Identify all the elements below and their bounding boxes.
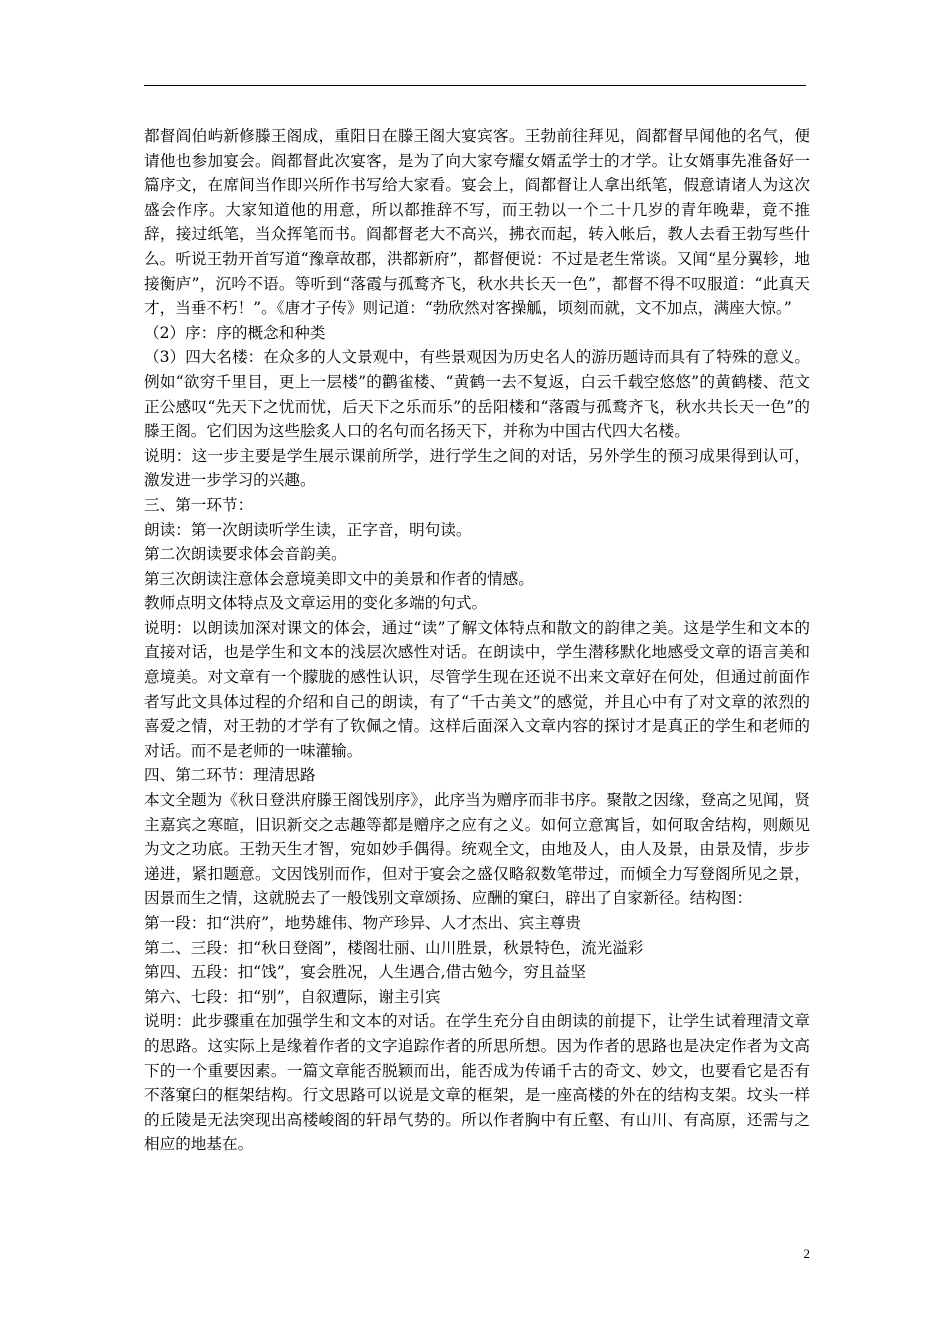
paragraph-full-title: 本文全题为《秋日登洪府滕王阁饯别序》，此序当为赠序而非书序。聚散之因缘，登高之见闻，贤主嘉宾之寒暄，旧识新交之志趣等都是赠序之应有之义。如何立意寓旨，如何取舍结构，则颇见为文之功底。王勃天生才智，宛如妙手偶得。统观全文，由地及人，由人及景，由景及情，步步递进，紧扣题意。文因饯别而作，但对于宴会之盛仅略叙数笔带过，而倾全力写登阁所见之景，因景而生之情，这就脱去了一般饯别文章颂扬、应酬的窠臼，辟出了自家新径。结构图： <box>144 791 810 908</box>
page-number: 2 <box>803 1246 810 1261</box>
paragraph-reading-2: 第二次朗读要求体会音韵美。 <box>144 545 347 564</box>
paragraph-reading-1: 朗读：第一次朗读听学生读，正字音，明句读。 <box>144 520 472 539</box>
paragraph-preface-concept: （2）序：序的概念和种类 <box>144 323 326 342</box>
paragraph-story: 都督阎伯屿新修滕王阁成，重阳日在滕王阁大宴宾客。王勃前往拜见，阎都督早闻他的名气，便请他也参加宴会。阎都督此次宴客，是为了向大家夸耀女婿孟学士的才学。让女婿事先准备好一篇序文，在席间当作即兴所作书写给大家看。宴会上，阎都督让人拿出纸笔，假意请诸人为这次盛会作序。大家知道他的用意，所以都推辞不写，而王勃以一个二十几岁的青年晚辈，竟不推辞，接过纸笔，当众挥笔而书。阎都督老大不高兴，拂衣而起，转入帐后，教人去看王勃写些什么。听说王勃开首写道“豫章故郡，洪都新府”，都督便说：不过是老生常谈。又闻“星分翼轸，地接衡庐”，沉吟不语。等听到“落霞与孤鹜齐飞，秋水共长天一色”，都督不得不叹服道：“此真天才，当垂不朽！”。《唐才子传》则记道：“勃欣然对客操觚，顷刻而就，文不加点，满座大惊。” <box>144 127 810 318</box>
paragraph-note-2: 说明：以朗读加深对课文的体会，通过“读”了解文体特点和散文的韵律之美。这是学生和文本的直接对话，也是学生和文本的浅层次感性对话。在朗读中，学生潜移默化地感受文章的语言美和意境美。对文章有一个朦胧的感性认识，尽管学生现在还说不出来文章好在何处，但通过前面作者写此文具体过程的介绍和自己的朗读，有了“千古美文”的感觉，并且心中有了对文章的浓烈的喜爱之情，对王勃的才学有了钦佩之情。这样后面深入文章内容的探讨才是真正的学生和老师的对话。而不是老师的一味灌输。 <box>144 618 810 760</box>
paragraph-four-towers: （3）四大名楼：在众多的人文景观中，有些景观因为历史名人的游历题诗而具有了特殊的意义。例如“欲穷千里目，更上一层楼”的鹳雀楼、“黄鹤一去不复返，白云千载空悠悠”的黄鹤楼、范文正公感叹“先天下之忧而忧，后天下之乐而乐”的岳阳楼和“落霞与孤鹜齐飞，秋水共长天一色”的滕王阁。它们因为这些脍炙人口的名句而名扬天下，并称为中国古代四大名楼。 <box>144 348 810 441</box>
section-heading-4: 四、第二环节：理清思路 <box>144 766 316 785</box>
paragraph-structure-1: 第一段：扣“洪府”，地势雄伟、物产珍异、人才杰出、宾主尊贵 <box>144 914 581 932</box>
paragraph-note-1: 说明：这一步主要是学生展示课前所学，进行学生之间的对话，另外学生的预习成果得到认可，激发进一步学习的兴趣。 <box>144 446 810 490</box>
paragraph-note-3: 说明：此步骤重在加强学生和文本的对话。在学生充分自由朗读的前提下，让学生试着理清文章的思路。这实际上是缘着作者的文字追踪作者的所思所想。因为作者的思路也是决定作者为文高下的一个重要因素。一篇文章能否脱颖而出，能否成为传诵千古的奇文、妙文，也要看它是否有不落窠臼的框架结构。行文思路可以说是文章的框架，是一座高楼的外在的结构支架。坟头一样的丘陵是无法突现出高楼峻阁的轩昂气势的。所以作者胸中有丘壑、有山川、有高原，还需与之相应的地基在。 <box>144 1012 810 1154</box>
document-body <box>144 124 810 1157</box>
header-rule <box>144 85 806 86</box>
paragraph-structure-3: 第四、五段：扣“饯”，宴会胜况，人生遇合,借古勉今，穷且益坚 <box>144 963 586 982</box>
paragraph-reading-3: 第三次朗读注意体会意境美即文中的美景和作者的情感。 <box>144 569 534 588</box>
paragraph-structure-2: 第二、三段：扣“秋日登阁”，楼阁壮丽、山川胜景，秋景特色，流光溢彩 <box>144 938 644 957</box>
section-heading-3: 三、第一环节： <box>144 495 254 514</box>
paragraph-structure-4: 第六、七段：扣“别”，自叙遭际，谢主引宾 <box>144 987 441 1006</box>
paragraph-teacher-note: 教师点明文体特点及文章运用的变化多端的句式。 <box>144 594 488 613</box>
